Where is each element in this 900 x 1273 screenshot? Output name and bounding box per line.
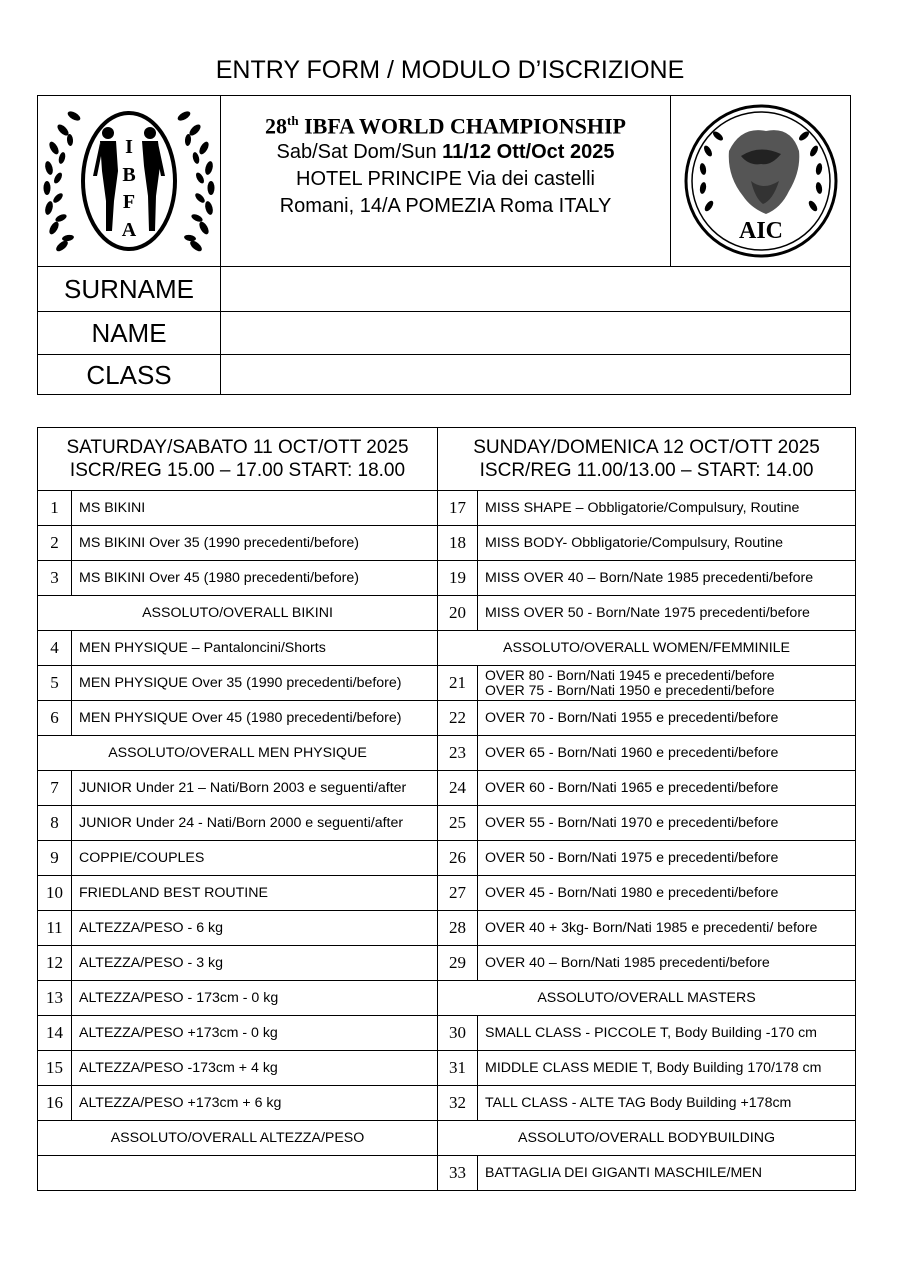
- sunday-category-label: MISS OVER 40 – Born/Nate 1985 precedenti/before: [478, 561, 856, 596]
- category-row: [38, 911, 856, 946]
- sunday-category-number: 25: [438, 806, 478, 841]
- saturday-category-label: COPPIE/COUPLES: [72, 841, 438, 876]
- sunday-category-label: OVER 50 - Born/Nati 1975 e precedenti/before: [478, 841, 856, 876]
- sunday-category-number: 19: [438, 561, 478, 596]
- saturday-category-label: MEN PHYSIQUE Over 45 (1980 precedenti/before): [72, 701, 438, 736]
- category-label-line: OVER 80 - Born/Nati 1945 e precedenti/before: [485, 667, 775, 683]
- sunday-category-label: SMALL CLASS - PICCOLE T, Body Building -170 cm: [478, 1016, 856, 1051]
- category-row: [38, 491, 856, 526]
- saturday-category-number: 16: [38, 1086, 72, 1121]
- name-row: [38, 311, 850, 354]
- sunday-category-number: 31: [438, 1051, 478, 1086]
- category-row: [38, 561, 856, 596]
- saturday-category-number: 2: [38, 526, 72, 561]
- sunday-category-label: MISS SHAPE – Obbligatorie/Compulsury, Routine: [478, 491, 856, 526]
- sunday-category-number: 18: [438, 526, 478, 561]
- saturday-category-number: 6: [38, 701, 72, 736]
- saturday-category-number: 9: [38, 841, 72, 876]
- saturday-category-number: 13: [38, 981, 72, 1016]
- aic-logo-cell: [671, 96, 851, 266]
- saturday-category-number: 12: [38, 946, 72, 981]
- sunday-category-label: MIDDLE CLASS MEDIE T, Body Building 170/178 cm: [478, 1051, 856, 1086]
- saturday-category-label: MS BIKINI Over 35 (1990 precedenti/before): [72, 526, 438, 561]
- sunday-category-label: TALL CLASS - ALTE TAG Body Building +178cm: [478, 1086, 856, 1121]
- sunday-category-number: 17: [438, 491, 478, 526]
- saturday-category-label: ALTEZZA/PESO +173cm - 0 kg: [72, 1016, 438, 1051]
- aic-logo: [671, 96, 851, 266]
- sunday-overall-category: ASSOLUTO/OVERALL MASTERS: [438, 981, 856, 1016]
- sunday-category-label: MISS OVER 50 - Born/Nate 1975 precedenti/before: [478, 596, 856, 631]
- category-row: [38, 806, 856, 841]
- event-info: [221, 96, 671, 266]
- laurel-left-icon: [44, 109, 82, 253]
- saturday-category-label: MS BIKINI Over 45 (1980 precedenti/before): [72, 561, 438, 596]
- ibfa-logo: [38, 96, 220, 266]
- sunday-category-number: 27: [438, 876, 478, 911]
- saturday-category-number: 15: [38, 1051, 72, 1086]
- class-label: CLASS: [38, 355, 221, 395]
- category-row: [38, 736, 856, 771]
- sunday-category-number: 22: [438, 701, 478, 736]
- saturday-category-number: 5: [38, 666, 72, 701]
- sunday-category-number: 21: [438, 666, 478, 701]
- category-row: [38, 596, 856, 631]
- surname-row: [38, 266, 850, 311]
- svg-text:AIC: AIC: [738, 218, 784, 244]
- category-row: [38, 771, 856, 806]
- saturday-category-number: 8: [38, 806, 72, 841]
- saturday-category-label: MEN PHYSIQUE – Pantaloncini/Shorts: [72, 631, 438, 666]
- sunday-category-label: OVER 45 - Born/Nati 1980 e precedenti/before: [478, 876, 856, 911]
- sunday-category-number: 20: [438, 596, 478, 631]
- svg-text:F: F: [122, 191, 136, 213]
- saturday-category-label: FRIEDLAND BEST ROUTINE: [72, 876, 438, 911]
- sunday-category-label: OVER 70 - Born/Nati 1955 e precedenti/before: [478, 701, 856, 736]
- laurel-right-icon: [176, 109, 214, 253]
- sunday-category-number: 23: [438, 736, 478, 771]
- category-row: [38, 1016, 856, 1051]
- category-label-line: OVER 75 - Born/Nati 1950 e precedenti/before: [485, 682, 775, 698]
- svg-text:B: B: [122, 164, 136, 186]
- sunday-category-number: 30: [438, 1016, 478, 1051]
- category-row: [38, 841, 856, 876]
- event-venue-line1: HOTEL PRINCIPE Via dei castelli: [296, 168, 595, 191]
- sunday-category-label: OVER 60 - Born/Nati 1965 e precedenti/before: [478, 771, 856, 806]
- event-venue-line2: Romani, 14/A POMEZIA Roma ITALY: [279, 195, 612, 218]
- category-row: [38, 631, 856, 666]
- category-row: [38, 1051, 856, 1086]
- category-row: [38, 526, 856, 561]
- sunday-header: SUNDAY/DOMENICA 12 OCT/OTT 2025 ISCR/REG 11.00/13.00 – START: 14.00: [438, 428, 856, 491]
- sunday-category-label: BATTAGLIA DEI GIGANTI MASCHILE/MEN: [478, 1156, 856, 1191]
- saturday-empty-cell: [38, 1156, 438, 1191]
- surname-field[interactable]: [221, 267, 850, 311]
- sunday-category-label: MISS BODY- Obbligatorie/Compulsury, Routine: [478, 526, 856, 561]
- svg-text:A: A: [121, 219, 137, 241]
- sunday-overall-category: ASSOLUTO/OVERALL WOMEN/FEMMINILE: [438, 631, 856, 666]
- surname-label: SURNAME: [38, 267, 221, 311]
- saturday-category-label: MEN PHYSIQUE Over 35 (1990 precedenti/before): [72, 666, 438, 701]
- saturday-category-number: 14: [38, 1016, 72, 1051]
- ibfa-logo-cell: [38, 96, 221, 266]
- saturday-category-label: MS BIKINI: [72, 491, 438, 526]
- category-row: [38, 876, 856, 911]
- class-field[interactable]: [221, 355, 850, 395]
- header-box: [37, 95, 851, 395]
- class-row: [38, 354, 850, 395]
- category-table: [37, 427, 856, 1191]
- sunday-category-number: 26: [438, 841, 478, 876]
- name-label: NAME: [38, 312, 221, 354]
- sunday-category-label: OVER 65 - Born/Nati 1960 e precedenti/before: [478, 736, 856, 771]
- saturday-category-label: ALTEZZA/PESO - 3 kg: [72, 946, 438, 981]
- saturday-category-number: 4: [38, 631, 72, 666]
- saturday-category-label: ALTEZZA/PESO -173cm + 4 kg: [72, 1051, 438, 1086]
- bodybuilder-icon: [729, 130, 800, 214]
- event-title: 28th IBFA WORLD CHAMPIONSHIP: [265, 113, 626, 139]
- saturday-category-number: 10: [38, 876, 72, 911]
- saturday-category-label: JUNIOR Under 21 – Nati/Born 2003 e seguenti/after: [72, 771, 438, 806]
- saturday-category-label: ALTEZZA/PESO - 173cm - 0 kg: [72, 981, 438, 1016]
- sunday-category-label: OVER 40 + 3kg- Born/Nati 1985 e precedenti/ before: [478, 911, 856, 946]
- sunday-category-number: 29: [438, 946, 478, 981]
- saturday-category-number: 11: [38, 911, 72, 946]
- saturday-overall-category: ASSOLUTO/OVERALL BIKINI: [38, 596, 438, 631]
- category-row: [38, 666, 856, 701]
- sunday-category-number: 24: [438, 771, 478, 806]
- sunday-category-number: 28: [438, 911, 478, 946]
- saturday-category-number: 3: [38, 561, 72, 596]
- category-row: [38, 981, 856, 1016]
- saturday-overall-category: ASSOLUTO/OVERALL ALTEZZA/PESO: [38, 1121, 438, 1156]
- day-header-row: [38, 428, 856, 491]
- category-row: [38, 701, 856, 736]
- saturday-category-number: 7: [38, 771, 72, 806]
- sunday-category-number: 33: [438, 1156, 478, 1191]
- sunday-category-label: OVER 40 – Born/Nati 1985 precedenti/before: [478, 946, 856, 981]
- category-row: [38, 1121, 856, 1156]
- saturday-overall-category: ASSOLUTO/OVERALL MEN PHYSIQUE: [38, 736, 438, 771]
- saturday-category-label: JUNIOR Under 24 - Nati/Born 2000 e seguenti/after: [72, 806, 438, 841]
- saturday-category-label: ALTEZZA/PESO +173cm + 6 kg: [72, 1086, 438, 1121]
- saturday-category-number: 1: [38, 491, 72, 526]
- name-field[interactable]: [221, 312, 850, 354]
- category-row: [38, 946, 856, 981]
- saturday-category-label: ALTEZZA/PESO - 6 kg: [72, 911, 438, 946]
- category-row: [38, 1086, 856, 1121]
- category-row: [38, 1156, 856, 1191]
- event-dates: Sab/Sat Dom/Sun 11/12 Ott/Oct 2025: [276, 141, 615, 164]
- saturday-header: SATURDAY/SABATO 11 OCT/OTT 2025 ISCR/REG 15.00 – 17.00 START: 18.00: [38, 428, 438, 491]
- sunday-category-label: [478, 666, 856, 701]
- svg-text:I: I: [125, 136, 133, 158]
- sunday-category-number: 32: [438, 1086, 478, 1121]
- sunday-overall-category: ASSOLUTO/OVERALL BODYBUILDING: [438, 1121, 856, 1156]
- sunday-category-label: OVER 55 - Born/Nati 1970 e precedenti/before: [478, 806, 856, 841]
- form-title: ENTRY FORM / MODULO D’ISCRIZIONE: [215, 56, 685, 84]
